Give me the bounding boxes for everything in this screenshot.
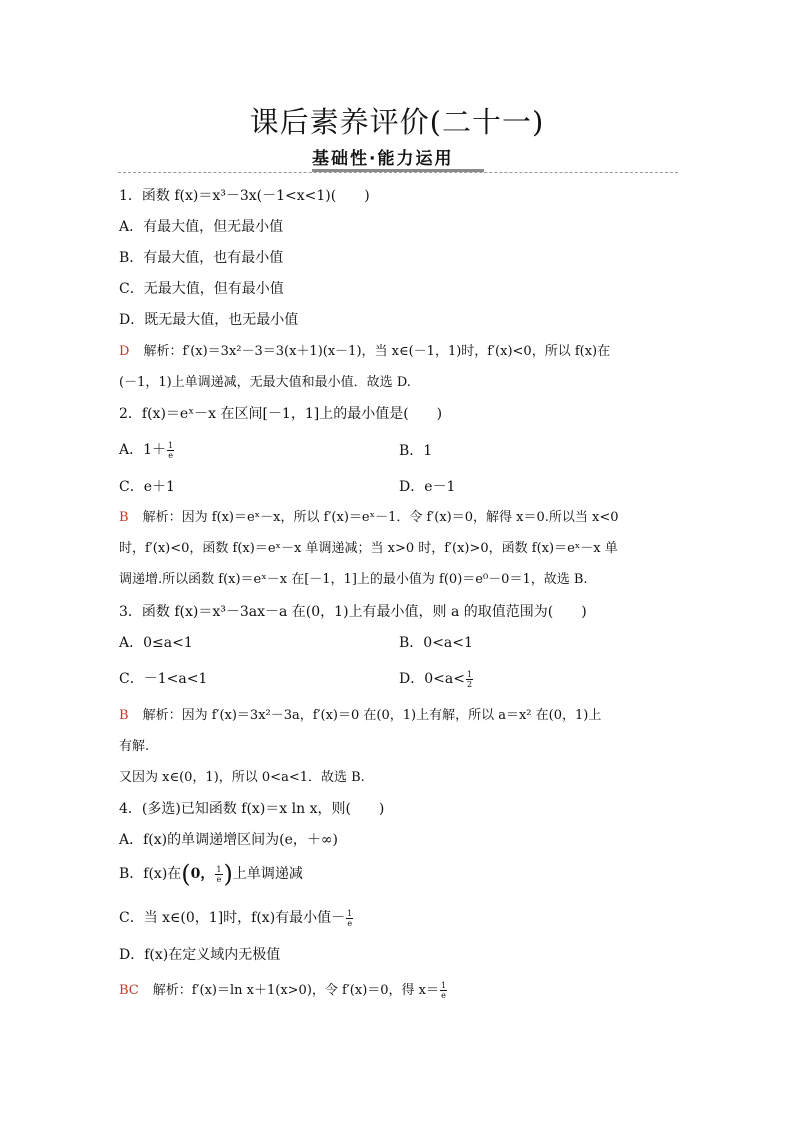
question-3-stem: 3．函数 f(x)＝x³－3ax－a 在(0，1)上有最小值，则 a 的取值范围为( ) [119,604,587,620]
q2-solution-line-3: 调递增.所以函数 f(x)＝eˣ－x 在[－1，1]上的最小值为 f(0)＝e⁰－0＝1，故选 B. [119,572,588,587]
q4-option-d: D．f(x)在定义域内无极值 [119,947,281,963]
q2-option-a-fraction [167,441,174,460]
q3-solution-line-2: 有解. [119,739,150,754]
q3-solution-line [119,706,601,726]
q4-answer: BC [119,983,139,998]
q4-option-b-fraction [215,865,222,884]
question-4-stem: 4．(多选)已知函数 f(x)＝x ln x，则( ) [119,801,385,817]
fraction-numerator: 1 [466,669,473,679]
q2-solution-line-2: 时，f′(x)<0，函数 f(x)＝eˣ－x 单调递减；当 x>0 时，f′(x)>0，函数 f(x)＝eˣ－x 单 [119,541,618,556]
q1-answer: D [119,344,130,359]
q4-option-b-text: B．f(x)在 [119,866,182,882]
q1-option-b: B．有最大值，也有最小值 [119,250,284,266]
q2-option-a [119,440,175,460]
fraction-numerator: 1 [216,864,222,874]
question-2-stem: 2．f(x)＝eˣ－x 在区间[－1，1]上的最小值是( ) [119,406,443,422]
q3-option-c: C．－1<a<1 [119,671,208,687]
fraction-denominator: e [216,874,222,884]
q3-option-d-text: D．0<a< [399,671,465,687]
q3-answer: B [119,708,129,723]
q3-option-b: B．0<a<1 [399,635,473,651]
dashed-divider [118,172,678,173]
q2-answer: B [119,510,129,525]
q3-solution-text: 解析：因为 f′(x)＝3x²－3a，f′(x)＝0 在(0，1)上有解，所以 a＝x² 在(0，1)上 [142,708,602,723]
q1-option-a: A．有最大值，但无最小值 [119,219,284,235]
fraction-numerator: 1 [347,908,353,918]
question-1-stem: 1．函数 f(x)＝x³－3x(－1<x<1)( ) [119,188,370,204]
q2-option-a-text: A．1＋ [119,442,167,458]
q2-option-b: B．1 [399,443,433,459]
close-paren: ) [223,860,233,888]
fraction-denominator: e [347,918,353,928]
q1-option-d: D．既无最大值，也无最小值 [119,312,299,328]
q4-option-b [119,860,303,888]
q1-solution-line-2: (－1，1)上单调递减，无最大值和最小值．故选 D. [119,375,411,390]
q4-solution-line [119,981,448,1001]
fraction-denominator: e [168,450,173,460]
open-paren: ( [181,860,191,888]
q4-interval-start: 0， [190,866,215,882]
q4-solution-text: 解析：f′(x)＝ln x＋1(x>0)，令 f′(x)＝0，得 x＝ [152,983,439,998]
q3-option-d [399,669,474,689]
q4-option-a: A．f(x)的单调递增区间为(e，＋∞) [119,832,338,848]
q4-option-c [119,908,354,928]
q3-option-d-fraction [466,670,473,689]
fraction-denominator: 2 [466,679,473,689]
section-subtitle: 基础性·能力运用 [312,149,454,169]
q2-solution-text: 解析：因为 f(x)＝eˣ－x，所以 f′(x)＝eˣ－1．令 f′(x)＝0，解得 x＝0.所以当 x<0 [142,510,619,525]
q2-option-c: C．e＋1 [119,479,175,495]
q3-solution-line-3: 又因为 x∈(0，1)，所以 0<a<1．故选 B. [119,770,365,785]
fraction-numerator: 1 [168,440,174,450]
q4-option-c-text: C．当 x∈(0，1]时，f(x)有最小值－ [119,910,346,926]
q3-option-a: A．0≤a<1 [119,635,193,651]
q4-option-b-tail: 上单调递减 [232,866,303,882]
q1-option-c: C．无最大值，但有最小值 [119,281,284,297]
q1-solution-text: 解析：f′(x)＝3x²－3＝3(x＋1)(x－1)，当 x∈(－1，1)时，f′(x)<0，所以 f(x)在 [143,344,611,359]
fraction-numerator: 1 [441,981,447,990]
q2-solution-line [119,508,619,528]
q1-solution-line [119,342,610,362]
q2-option-d: D．e－1 [399,479,456,495]
q4-option-c-fraction [346,909,353,928]
fraction-denominator: e [441,991,446,1000]
page-title: 课后素养评价(二十一) [249,105,545,139]
q4-solution-fraction [440,981,447,1000]
